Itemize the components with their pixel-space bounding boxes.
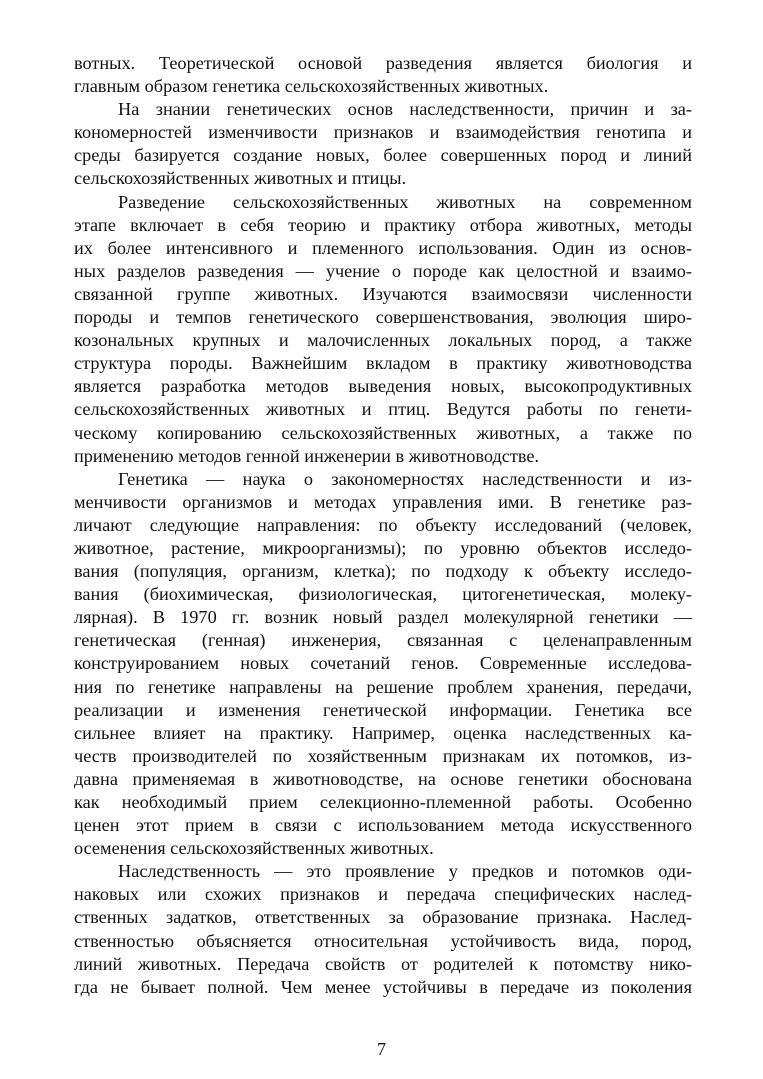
paragraph [74, 468, 692, 861]
text-line: линий животных. Передача свойств от родителей к потомству нико- [74, 953, 692, 974]
text-line: ственностью объясняется относительная устойчивость вида, пород, [74, 930, 692, 951]
body-text [74, 52, 692, 999]
text-line: вания (биохимическая, физиологическая, цитогенетическая, молеку- [74, 584, 692, 605]
text-line: генетическая (генная) инженерия, связанная с целенаправленным [74, 630, 692, 651]
page-number: 7 [377, 1039, 386, 1059]
text-line: реализации и изменения генетической информации. Генетика все [74, 699, 692, 720]
text-line: осеменения сельскохозяйственных животных. [74, 838, 434, 859]
text-line: животное, растение, микроорганизмы); по уровню объектов исследо- [74, 537, 692, 558]
text-line: наковых или схожих признаков и передача специфических наслед- [74, 884, 692, 905]
text-line: На знании генетических основ наследственности, причин и за- [118, 99, 692, 120]
text-line: личают следующие направления: по объекту исследований (человек, [74, 514, 692, 535]
text-line: этапе включает в себя теорию и практику отбора животных, методы [74, 214, 692, 235]
text-line: является разработка методов выведения новых, высокопродуктивных [74, 376, 692, 397]
text-line: честв производителей по хозяйственным признакам их потомков, из- [74, 745, 692, 766]
text-line: ценен этот прием в связи с использованием метода искусственного [74, 815, 692, 836]
text-line: сильнее влияет на практику. Например, оценка наследственных ка- [74, 722, 692, 743]
text-line: кономерностей изменчивости признаков и взаимодействия генотипа и [74, 122, 692, 143]
text-line: вания (популяция, организм, клетка); по подходу к объекту исследо- [74, 561, 692, 582]
paragraph [74, 98, 692, 190]
text-line: Генетика — наука о закономерностях наследственности и из- [118, 468, 692, 489]
text-line: сельскохозяйственных животных и птиц. Ведутся работы по генети- [74, 399, 692, 420]
text-line: среды базируется создание новых, более совершенных пород и линий [74, 145, 692, 166]
text-line: козональных крупных и малочисленных локальных пород, а также [74, 330, 692, 351]
paragraph [74, 52, 692, 98]
text-line: лярная). В 1970 гг. возник новый раздел молекулярной генетики — [74, 607, 692, 628]
text-line: ческому копированию сельскохозяйственных животных, а также по [74, 422, 692, 443]
paragraph [74, 191, 692, 468]
text-line: ных разделов разведения — учение о породе как целостной и взаимо- [74, 260, 692, 281]
text-line: как необходимый прием селекционно-племенной работы. Особенно [74, 792, 692, 812]
text-line: ственных задатков, ответственных за образование признака. Наслед- [74, 907, 692, 928]
text-line: менчивости организмов и методах управления ими. В генетике раз- [74, 491, 692, 512]
text-line: породы и темпов генетического совершенствования, эволюция широ- [74, 307, 692, 328]
paragraph [74, 860, 692, 999]
text-line: связанной группе животных. Изучаются взаимосвязи численности [74, 283, 692, 304]
text-line: главным образом генетика сельскохозяйственных животных. [74, 76, 549, 97]
text-line: вотных. Теоретической основой разведения является биология и [74, 53, 692, 73]
text-line: применению методов генной инженерии в животноводстве. [74, 445, 540, 466]
text-line: их более интенсивного и племенного использования. Один из основ- [74, 237, 692, 258]
text-line: конструированием новых сочетаний генов. Современные исследова- [74, 653, 692, 674]
text-line: гда не бывает полной. Чем менее устойчивы в передаче из поколения [74, 976, 692, 997]
text-line: структура породы. Важнейшим вкладом в практику животноводства [74, 353, 692, 374]
text-line: сельскохозяйственных животных и птицы. [74, 168, 407, 189]
text-line: ния по генетике направлены на решение проблем хранения, передачи, [74, 676, 692, 697]
text-line: Разведение сельскохозяйственных животных на современном [118, 191, 692, 212]
text-line: Наследственность — это проявление у предков и потомков оди- [118, 861, 692, 882]
text-line: давна применяемая в животноводстве, на основе генетики обоснована [74, 768, 692, 789]
